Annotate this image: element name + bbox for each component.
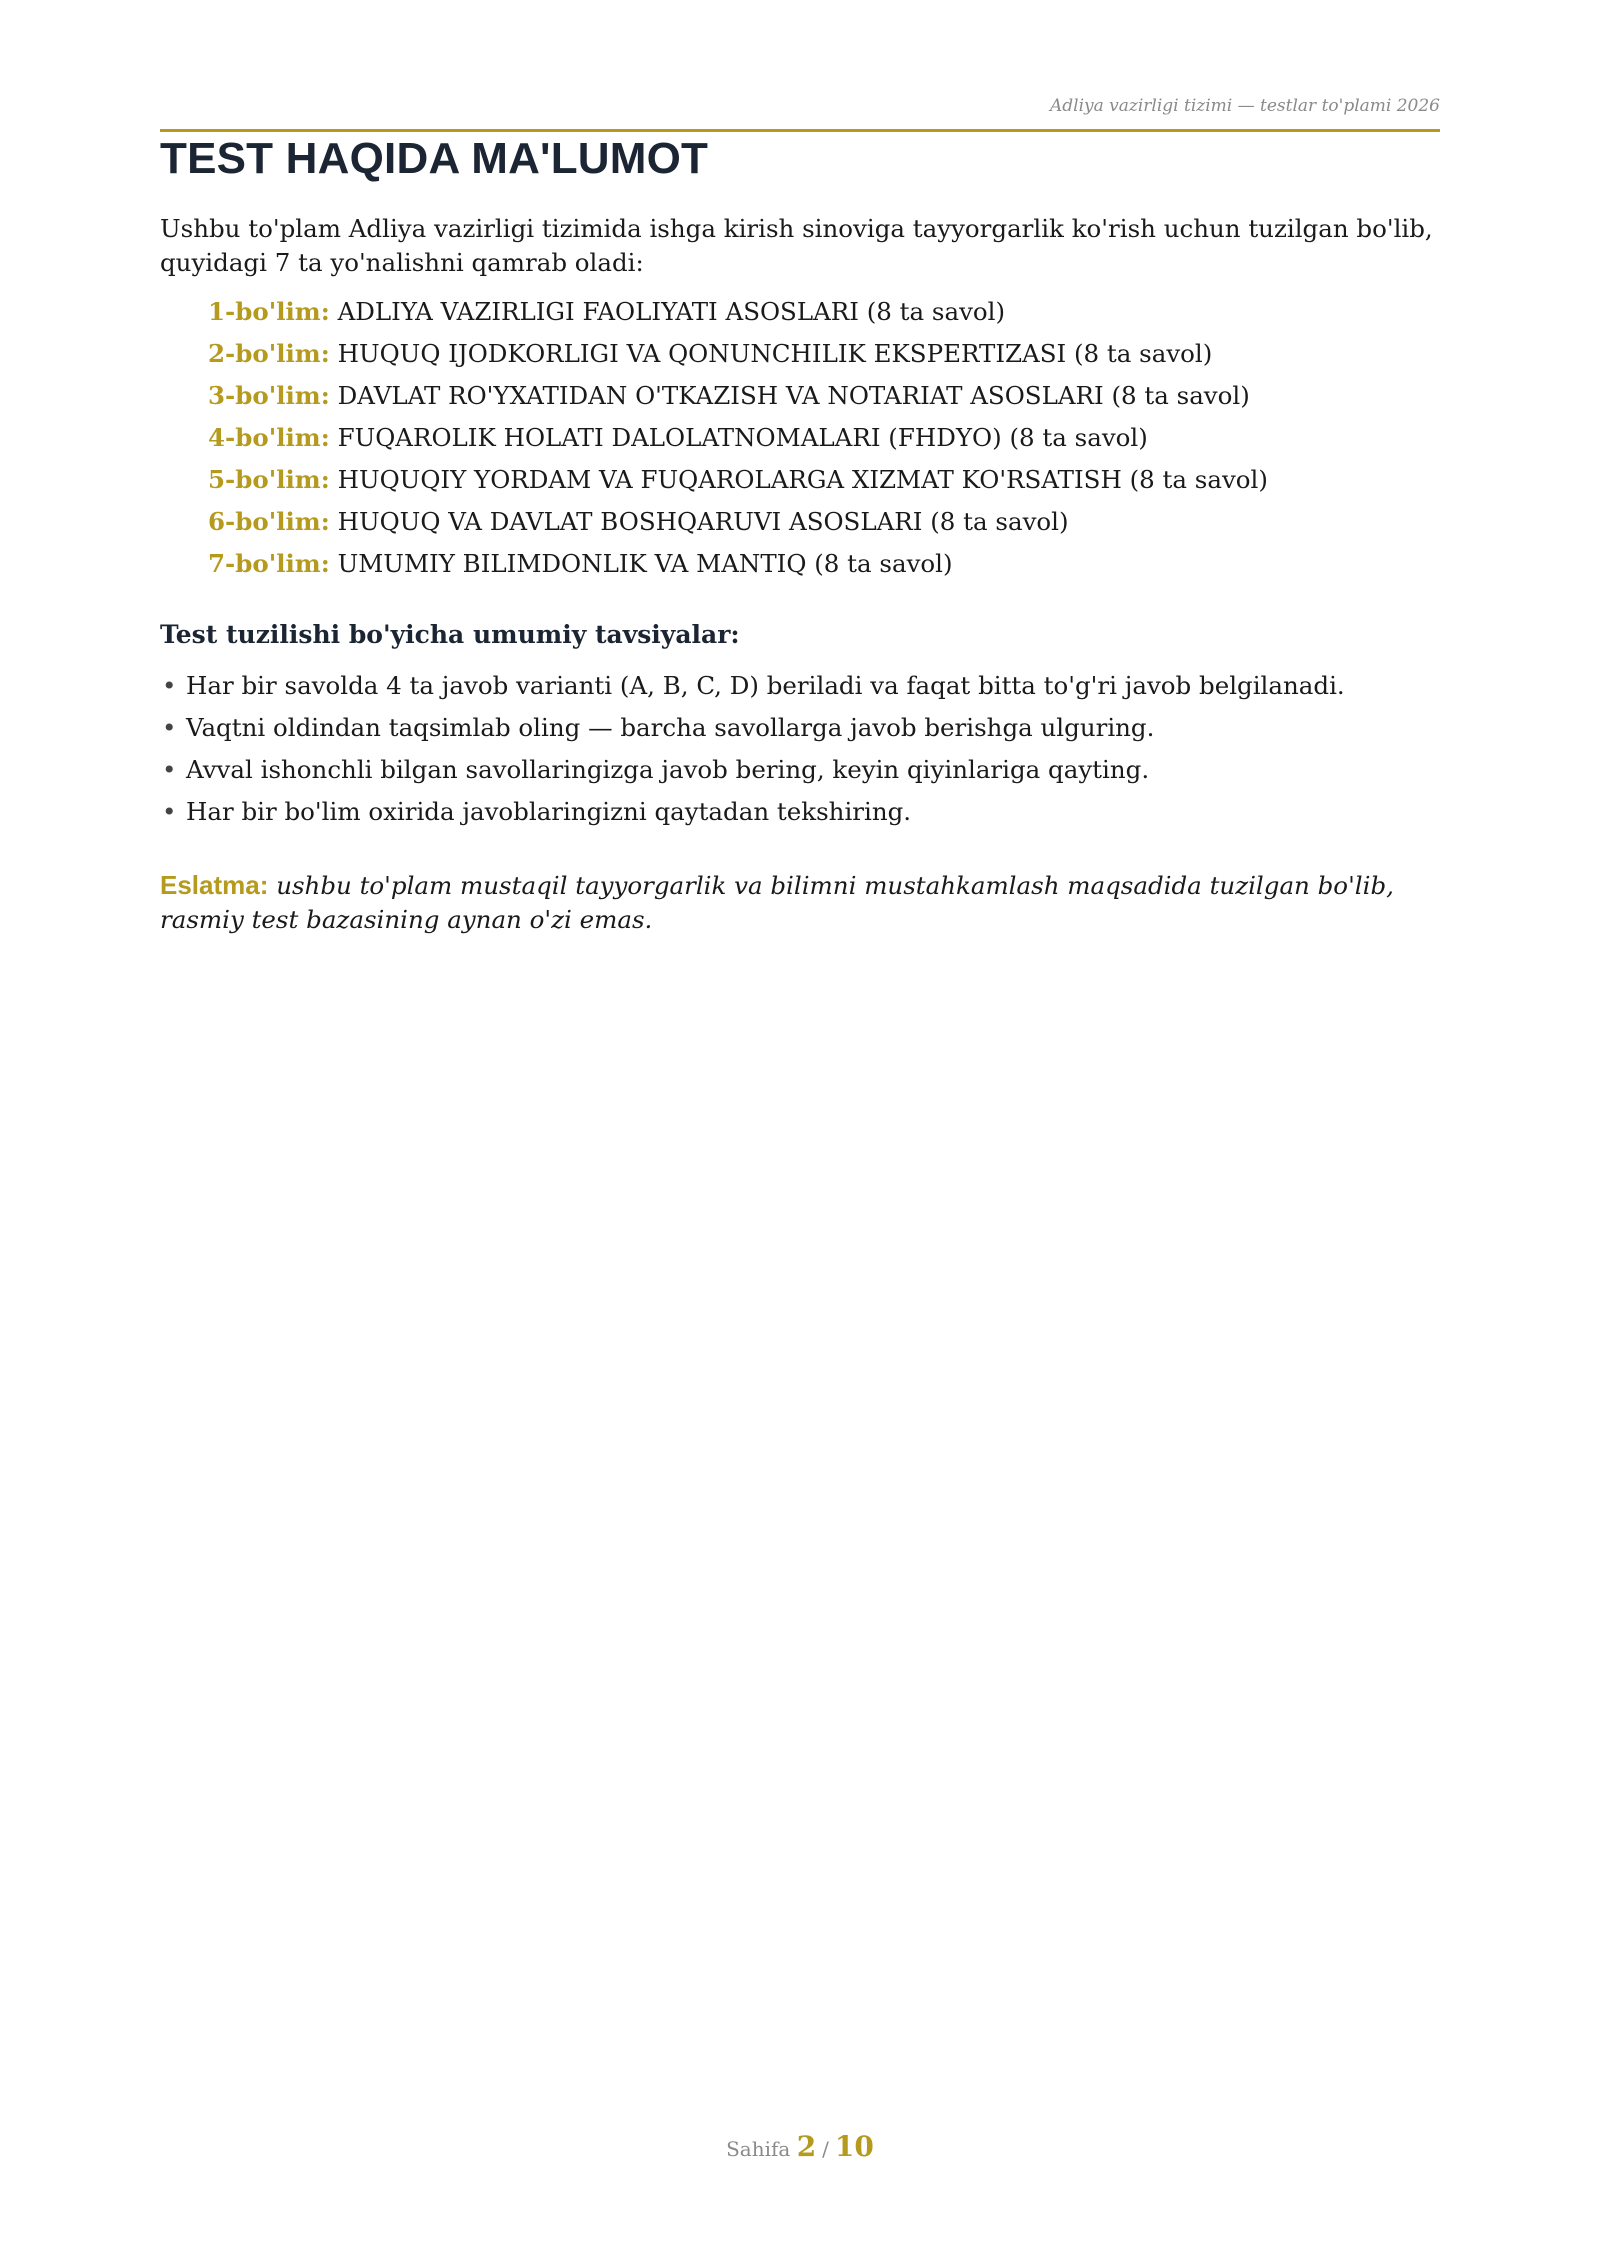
section-item	[208, 420, 1268, 462]
section-item	[208, 546, 1268, 588]
section-text: UMUMIY BILIMDONLIK VA MANTIQ (8 ta savol)	[337, 549, 953, 578]
tip-item	[160, 794, 1345, 836]
note-text: ushbu to'plam mustaqil tayyorgarlik va bilimni mustahkamlash maqsadida tuzilgan bo'lib, rasmiy test bazasining aynan o'zi emas.	[160, 871, 1394, 934]
tip-text: Avval ishonchli bilgan savollaringizga javob bering, keyin qiyinlariga qayting.	[186, 755, 1150, 784]
tips-heading: Test tuzilishi bo'yicha umumiy tavsiyalar:	[160, 620, 740, 649]
tip-text: Vaqtni oldindan taqsimlab oling — barcha savollarga javob berishga ulguring.	[186, 713, 1155, 742]
section-text: DAVLAT RO'YXATIDAN O'TKAZISH VA NOTARIAT ASOSLARI (8 ta savol)	[337, 381, 1250, 410]
bullet-icon: •	[162, 797, 177, 826]
page-title: TEST HAQIDA MA'LUMOT	[160, 134, 709, 183]
tip-item	[160, 752, 1345, 794]
section-item	[208, 294, 1268, 336]
section-item	[208, 336, 1268, 378]
section-text: HUQUQ VA DAVLAT BOSHQARUVI ASOSLARI (8 ta savol)	[337, 507, 1069, 536]
tip-text: Har bir bo'lim oxirida javoblaringizni qaytadan tekshiring.	[186, 797, 912, 826]
section-label: 6-bo'lim:	[208, 507, 330, 536]
running-header: Adliya vazirligi tizimi — testlar to'plami 2026	[1049, 96, 1440, 116]
bullet-icon: •	[162, 713, 177, 742]
page-footer	[160, 2130, 1440, 2163]
section-label: 4-bo'lim:	[208, 423, 330, 452]
section-label: 3-bo'lim:	[208, 381, 330, 410]
page-separator: /	[822, 2137, 829, 2161]
intro-paragraph: Ushbu to'plam Adliya vazirligi tizimida ishga kirish sinoviga tayyorgarlik ko'rish uchun tuzilgan bo'lib, quyidagi 7 ta yo'nalishni qamrab oladi:	[160, 214, 1433, 277]
section-item	[208, 462, 1268, 504]
tips-list	[160, 668, 1345, 836]
document-page	[160, 0, 1440, 2262]
section-text: HUQUQIY YORDAM VA FUQAROLARGA XIZMAT KO'RSATISH (8 ta savol)	[337, 465, 1268, 494]
bullet-icon: •	[162, 755, 177, 784]
tip-text: Har bir savolda 4 ta javob varianti (A, B, C, D) beriladi va faqat bitta to'g'ri javob belgilanadi.	[186, 671, 1345, 700]
section-item	[208, 504, 1268, 546]
section-label: 7-bo'lim:	[208, 549, 330, 578]
note-paragraph	[160, 868, 1440, 937]
note-label: Eslatma:	[160, 870, 269, 900]
header-rule	[160, 129, 1440, 132]
sections-list	[208, 294, 1268, 588]
section-label: 2-bo'lim:	[208, 339, 330, 368]
total-page-number: 10	[834, 2130, 874, 2163]
bullet-icon: •	[162, 671, 177, 700]
footer-prefix: Sahifa	[726, 2137, 791, 2161]
section-label: 5-bo'lim:	[208, 465, 330, 494]
section-text: HUQUQ IJODKORLIGI VA QONUNCHILIK EKSPERTIZASI (8 ta savol)	[337, 339, 1213, 368]
section-item	[208, 378, 1268, 420]
current-page-number: 2	[796, 2130, 817, 2163]
tip-item	[160, 710, 1345, 752]
tip-item	[160, 668, 1345, 710]
section-text: FUQAROLIK HOLATI DALOLATNOMALARI (FHDYO) (8 ta savol)	[337, 423, 1148, 452]
section-text: ADLIYA VAZIRLIGI FAOLIYATI ASOSLARI (8 ta savol)	[337, 297, 1006, 326]
section-label: 1-bo'lim:	[208, 297, 330, 326]
